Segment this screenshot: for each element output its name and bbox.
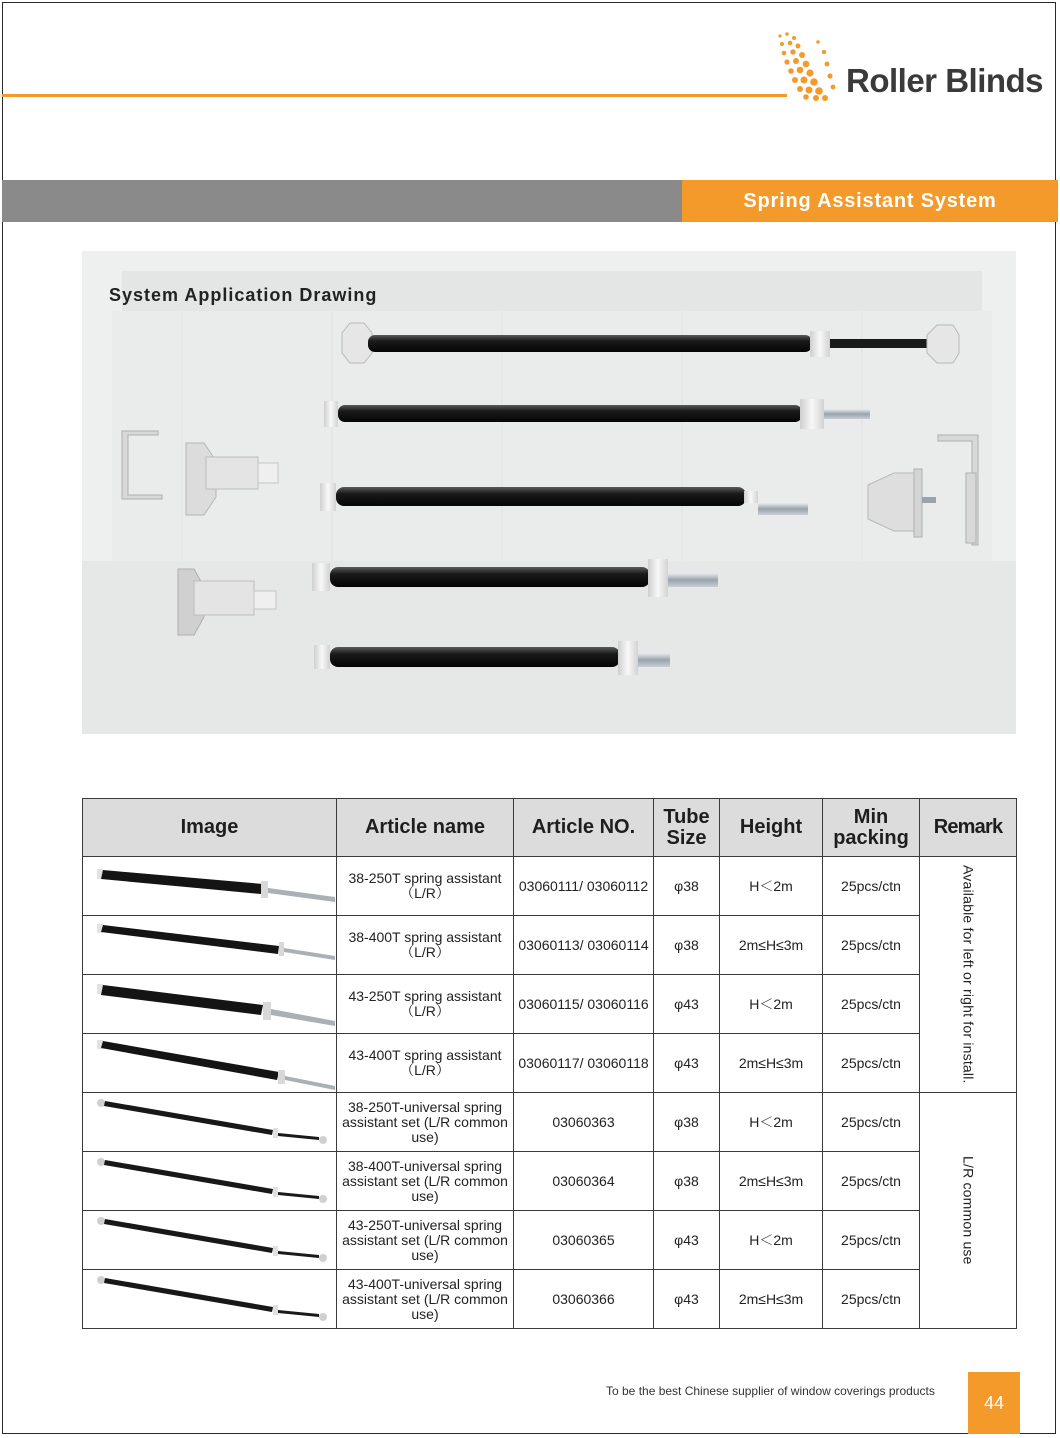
tube-size: φ38: [654, 1093, 720, 1152]
article-name: 38-400T spring assistant（L/R）: [337, 916, 514, 975]
min-packing: 25pcs/ctn: [823, 1093, 920, 1152]
table-row: [83, 857, 1017, 916]
article-no: 03060117/ 03060118: [514, 1034, 654, 1093]
page-number: 44: [968, 1372, 1020, 1434]
product-image: [83, 1034, 337, 1093]
height: H＜2m: [720, 1093, 823, 1152]
min-packing: 25pcs/ctn: [823, 1152, 920, 1211]
article-no: 03060115/ 03060116: [514, 975, 654, 1034]
article-name: 43-250T-universal spring assistant set (L/R common use): [337, 1211, 514, 1270]
tube-size: φ38: [654, 916, 720, 975]
header-tube-size: Tube Size: [654, 799, 720, 857]
table-row: [83, 1034, 1017, 1093]
article-no: 03060366: [514, 1270, 654, 1329]
article-name: 38-400T-universal spring assistant set (L/R common use): [337, 1152, 514, 1211]
application-title: System Application Drawing: [109, 285, 378, 305]
table-row: [83, 1093, 1017, 1152]
table-row: [83, 916, 1017, 975]
article-name: 43-400T-universal spring assistant set (L/R common use): [337, 1270, 514, 1329]
header-article-no: Article NO.: [514, 799, 654, 857]
section-bar: [2, 180, 684, 222]
section-title: Spring Assistant System: [682, 180, 1058, 222]
product-image: [83, 1093, 337, 1152]
product-image: [83, 1211, 337, 1270]
min-packing: 25pcs/ctn: [823, 1211, 920, 1270]
remark-group-2: [920, 1093, 1017, 1329]
product-image: [83, 1270, 337, 1329]
header-min-packing: Min packing: [823, 799, 920, 857]
height: H＜2m: [720, 857, 823, 916]
article-no: 03060363: [514, 1093, 654, 1152]
article-no: 03060113/ 03060114: [514, 916, 654, 975]
product-image: [83, 857, 337, 916]
tube-size: φ43: [654, 1034, 720, 1093]
article-name: 38-250T-universal spring assistant set (L/R common use): [337, 1093, 514, 1152]
tube-size: φ38: [654, 1152, 720, 1211]
min-packing: 25pcs/ctn: [823, 857, 920, 916]
height: H＜2m: [720, 1211, 823, 1270]
product-image: [83, 1152, 337, 1211]
min-packing: 25pcs/ctn: [823, 1270, 920, 1329]
article-no: 03060365: [514, 1211, 654, 1270]
tube-size: φ43: [654, 975, 720, 1034]
header-article-name: Article name: [337, 799, 514, 857]
product-image: [83, 975, 337, 1034]
min-packing: 25pcs/ctn: [823, 916, 920, 975]
table-header-row: [83, 799, 1017, 857]
height: H＜2m: [720, 975, 823, 1034]
tube-size: φ43: [654, 1211, 720, 1270]
article-name: 43-250T spring assistant（L/R）: [337, 975, 514, 1034]
brand-name: Roller Blinds: [846, 62, 1044, 99]
height: 2m≤H≤3m: [720, 916, 823, 975]
application-drawing: [82, 251, 1016, 734]
article-name: 38-250T spring assistant（L/R）: [337, 857, 514, 916]
header-remark: Remark: [920, 799, 1017, 857]
table-row: [83, 1270, 1017, 1329]
height: 2m≤H≤3m: [720, 1270, 823, 1329]
footer-tagline: To be the best Chinese supplier of window coverings products: [606, 1384, 935, 1398]
table-row: [83, 975, 1017, 1034]
min-packing: 25pcs/ctn: [823, 1034, 920, 1093]
spec-table: [82, 798, 1017, 1329]
remark-text: Available for left or right for install.: [960, 865, 977, 1084]
table-row: [83, 1211, 1017, 1270]
min-packing: 25pcs/ctn: [823, 975, 920, 1034]
height: 2m≤H≤3m: [720, 1152, 823, 1211]
tube-size: φ43: [654, 1270, 720, 1329]
remark-text: L/R common use: [960, 1156, 977, 1265]
height: 2m≤H≤3m: [720, 1034, 823, 1093]
article-no: 03060111/ 03060112: [514, 857, 654, 916]
article-name: 43-400T spring assistant（L/R）: [337, 1034, 514, 1093]
remark-group-1: [920, 857, 1017, 1093]
product-image: [83, 916, 337, 975]
article-no: 03060364: [514, 1152, 654, 1211]
table-row: [83, 1152, 1017, 1211]
application-illustration: [82, 251, 1016, 734]
header-height: Height: [720, 799, 823, 857]
header-rule: [2, 94, 787, 97]
header-image: Image: [83, 799, 337, 857]
tube-size: φ38: [654, 857, 720, 916]
